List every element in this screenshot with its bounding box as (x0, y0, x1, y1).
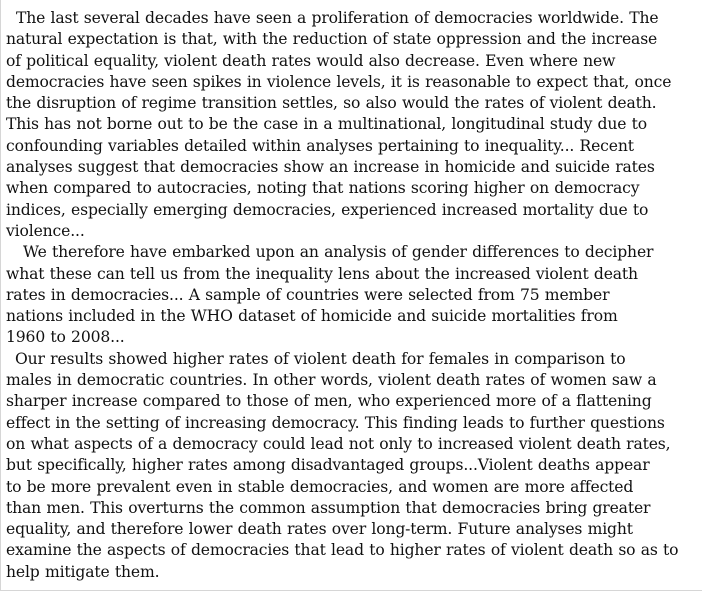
paragraph-introduction: The last several decades have seen a proliferation of democracies worldwide. The natural expectation is that, with the reduction of state oppression and the increase of political equality, violent death rates would also decrease. Even where new democracies have seen spikes in violence levels, it is reasonable to expect that, once the disruption of regime transition settles, so also would the rates of violent death. This has not borne out to be the case in a multinational, longitudinal study due to confounding variables detailed within analyses pertaining to inequality... Recent analyses suggest that democracies show an increase in homicide and suicide rates when compared to autocracies, noting that nations scoring higher on democracy indices, especially emerging democracies, experienced increased mortality due to violence... (6, 9, 672, 240)
paragraph-method: We therefore have embarked upon an analysis of gender differences to decipher what these can tell us from the inequality lens about the increased violent death rates in democracies... A sample of countries were selected from 75 member nations included in the WHO dataset of homicide and suicide mortalities from 1960 to 2008... (6, 243, 654, 347)
document-body (6, 8, 698, 583)
paragraph-results: Our results showed higher rates of violent death for females in comparison to males in democratic countries. In other words, violent death rates of women saw a sharper increase compared to those of men, who experienced more of a flattening effect in the setting of increasing democracy. This finding leads to further questions on what aspects of a democracy could lead not only to increased violent death rates, but specifically, higher rates among disadvantaged groups...Violent deaths appear to be more prevalent even in stable democracies, and women are more affected than men. This overturns the common assumption that democracies bring greater equality, and therefore lower death rates over long-term. Future analyses might examine the aspects of democracies that lead to higher rates of violent death so as to help mitigate them. (6, 349, 679, 581)
